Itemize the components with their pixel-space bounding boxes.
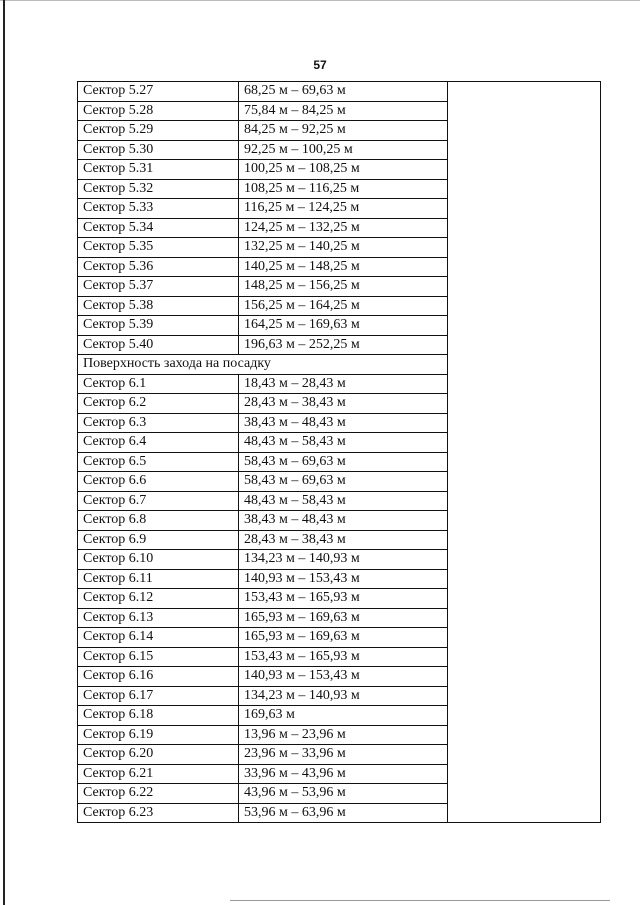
- sector-name-cell: Сектор 6.2: [78, 394, 239, 414]
- merged-empty-cell: [448, 82, 601, 823]
- scan-edge-top: [0, 0, 640, 1]
- range-cell: 18,43 м – 28,43 м: [239, 374, 448, 394]
- sector-name-cell: Сектор 5.33: [78, 199, 239, 219]
- sector-name-cell: Сектор 6.8: [78, 511, 239, 531]
- range-cell: 68,25 м – 69,63 м: [239, 82, 448, 102]
- sector-name-cell: Сектор 6.23: [78, 803, 239, 823]
- sector-name-cell: Сектор 6.7: [78, 491, 239, 511]
- range-cell: 169,63 м: [239, 706, 448, 726]
- range-cell: 164,25 м – 169,63 м: [239, 316, 448, 336]
- range-cell: 100,25 м – 108,25 м: [239, 160, 448, 180]
- range-cell: 75,84 м – 84,25 м: [239, 101, 448, 121]
- sector-name-cell: Сектор 6.10: [78, 550, 239, 570]
- range-cell: 38,43 м – 48,43 м: [239, 413, 448, 433]
- table-row: [78, 82, 601, 102]
- sector-name-cell: Сектор 6.4: [78, 433, 239, 453]
- range-cell: 140,93 м – 153,43 м: [239, 569, 448, 589]
- range-cell: 13,96 м – 23,96 м: [239, 725, 448, 745]
- range-cell: 58,43 м – 69,63 м: [239, 452, 448, 472]
- sector-name-cell: Сектор 5.38: [78, 296, 239, 316]
- sector-name-cell: Сектор 6.3: [78, 413, 239, 433]
- range-cell: 53,96 м – 63,96 м: [239, 803, 448, 823]
- range-cell: 156,25 м – 164,25 м: [239, 296, 448, 316]
- range-cell: 84,25 м – 92,25 м: [239, 121, 448, 141]
- sector-name-cell: Сектор 5.40: [78, 335, 239, 355]
- sector-name-cell: Сектор 6.13: [78, 608, 239, 628]
- sector-name-cell: Сектор 5.39: [78, 316, 239, 336]
- range-cell: 153,43 м – 165,93 м: [239, 589, 448, 609]
- scan-edge-bottom: [230, 900, 610, 901]
- sector-name-cell: Сектор 6.21: [78, 764, 239, 784]
- range-cell: 116,25 м – 124,25 м: [239, 199, 448, 219]
- sector-name-cell: Сектор 5.36: [78, 257, 239, 277]
- range-cell: 132,25 м – 140,25 м: [239, 238, 448, 258]
- sector-name-cell: Сектор 6.1: [78, 374, 239, 394]
- range-cell: 58,43 м – 69,63 м: [239, 472, 448, 492]
- sector-name-cell: Сектор 6.5: [78, 452, 239, 472]
- range-cell: 124,25 м – 132,25 м: [239, 218, 448, 238]
- sector-name-cell: Сектор 6.16: [78, 667, 239, 687]
- scan-edge-left: [3, 0, 5, 905]
- sector-name-cell: Сектор 6.18: [78, 706, 239, 726]
- sector-name-cell: Сектор 5.37: [78, 277, 239, 297]
- range-cell: 196,63 м – 252,25 м: [239, 335, 448, 355]
- sector-name-cell: Сектор 6.19: [78, 725, 239, 745]
- range-cell: 148,25 м – 156,25 м: [239, 277, 448, 297]
- section-header-cell: Поверхность захода на посадку: [78, 355, 448, 375]
- sector-name-cell: Сектор 6.14: [78, 628, 239, 648]
- sector-name-cell: Сектор 5.29: [78, 121, 239, 141]
- sector-name-cell: Сектор 6.15: [78, 647, 239, 667]
- range-cell: 33,96 м – 43,96 м: [239, 764, 448, 784]
- range-cell: 43,96 м – 53,96 м: [239, 784, 448, 804]
- range-cell: 165,93 м – 169,63 м: [239, 628, 448, 648]
- range-cell: 23,96 м – 33,96 м: [239, 745, 448, 765]
- range-cell: 165,93 м – 169,63 м: [239, 608, 448, 628]
- sector-name-cell: Сектор 6.20: [78, 745, 239, 765]
- range-cell: 153,43 м – 165,93 м: [239, 647, 448, 667]
- sector-name-cell: Сектор 5.35: [78, 238, 239, 258]
- range-cell: 140,93 м – 153,43 м: [239, 667, 448, 687]
- sector-name-cell: Сектор 6.17: [78, 686, 239, 706]
- sector-name-cell: Сектор 6.11: [78, 569, 239, 589]
- range-cell: 28,43 м – 38,43 м: [239, 394, 448, 414]
- range-cell: 92,25 м – 100,25 м: [239, 140, 448, 160]
- range-cell: 28,43 м – 38,43 м: [239, 530, 448, 550]
- range-cell: 134,23 м – 140,93 м: [239, 686, 448, 706]
- range-cell: 108,25 м – 116,25 м: [239, 179, 448, 199]
- sector-name-cell: Сектор 5.32: [78, 179, 239, 199]
- sector-name-cell: Сектор 5.28: [78, 101, 239, 121]
- page-number: 57: [313, 58, 327, 72]
- range-cell: 38,43 м – 48,43 м: [239, 511, 448, 531]
- range-cell: 48,43 м – 58,43 м: [239, 433, 448, 453]
- sector-name-cell: Сектор 6.9: [78, 530, 239, 550]
- sector-name-cell: Сектор 6.6: [78, 472, 239, 492]
- range-cell: 140,25 м – 148,25 м: [239, 257, 448, 277]
- sector-name-cell: Сектор 6.22: [78, 784, 239, 804]
- range-cell: 134,23 м – 140,93 м: [239, 550, 448, 570]
- sector-name-cell: Сектор 6.12: [78, 589, 239, 609]
- sector-name-cell: Сектор 5.31: [78, 160, 239, 180]
- sector-table-body: [78, 82, 601, 823]
- range-cell: 48,43 м – 58,43 м: [239, 491, 448, 511]
- sector-name-cell: Сектор 5.30: [78, 140, 239, 160]
- sector-name-cell: Сектор 5.27: [78, 82, 239, 102]
- sector-name-cell: Сектор 5.34: [78, 218, 239, 238]
- sector-table: [77, 81, 601, 823]
